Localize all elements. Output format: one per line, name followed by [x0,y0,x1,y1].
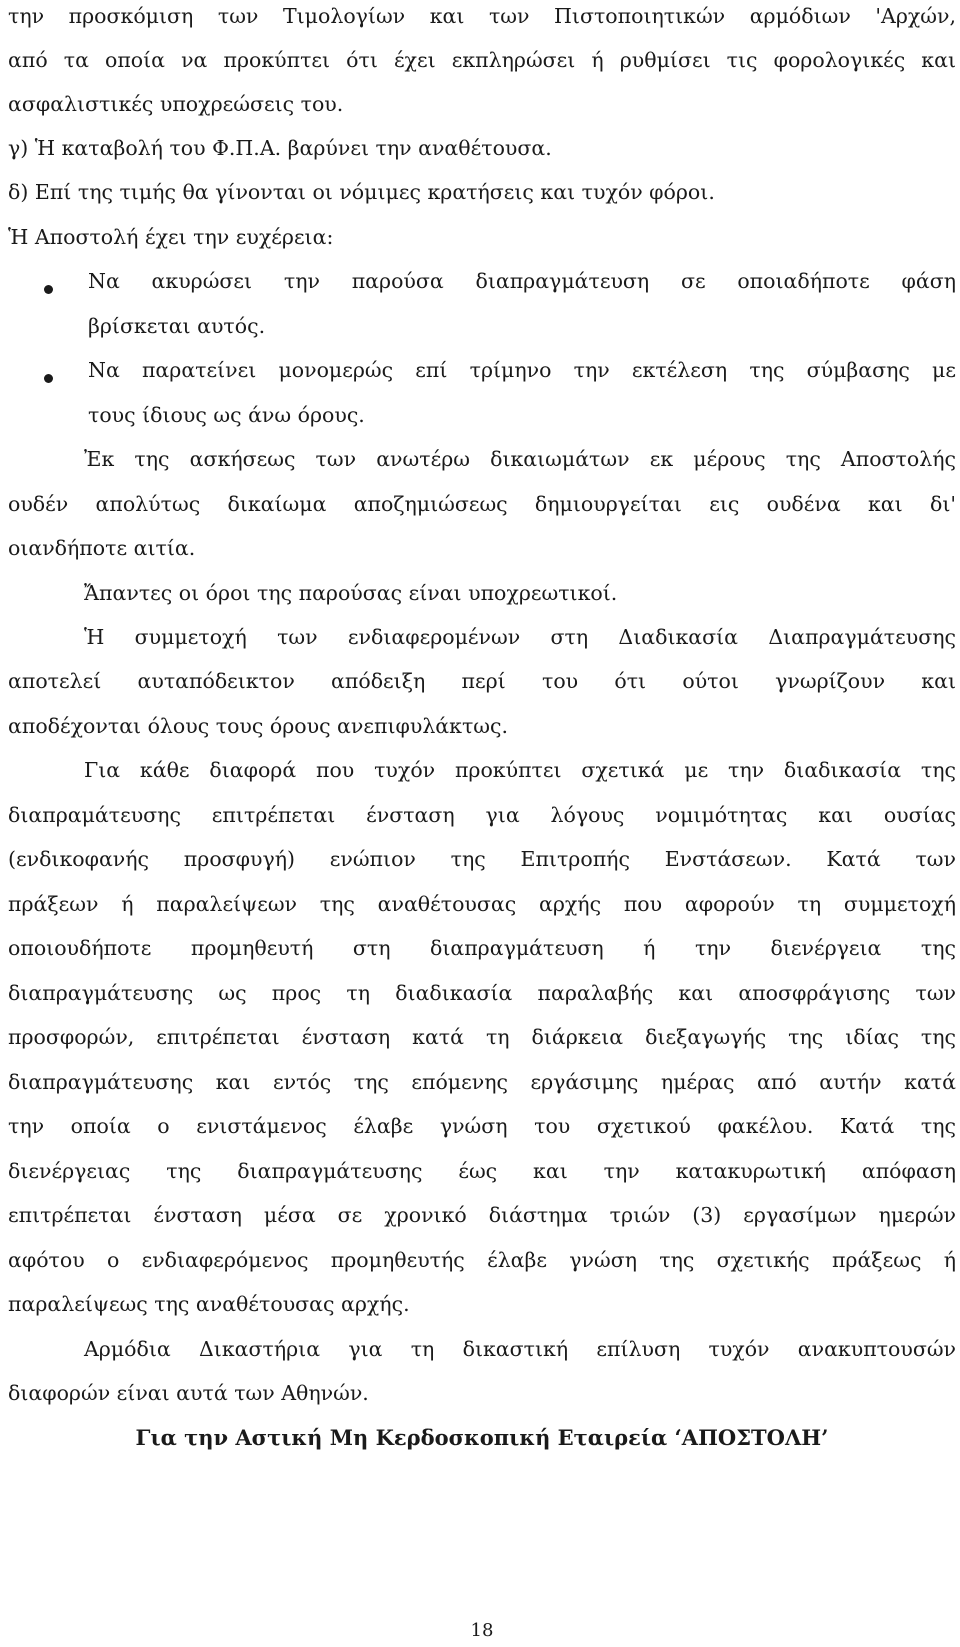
text-line: πράξεων ή παραλείψεων της αναθέτουσας αρχής που αφορούν τη συμμετοχή [8,892,956,916]
text-line: ουδέν απολύτως δικαίωμα αποζημιώσεως δημιουργείται εις ουδένα και δι' [8,492,956,516]
bullet-item-line: Να ακυρώσει την παρούσα διαπραγμάτευση σε οποιαδήποτε φάση [88,269,956,293]
text-line: διενέργειας της διαπραγμάτευσης έως και την κατακυρωτική απόφαση [8,1159,956,1183]
bullet-icon [44,374,53,383]
text-line: οποιουδήποτε προμηθευτή στη διαπραγμάτευση ή την διενέργεια της [8,936,956,960]
text-line: (ενδικοφανής προσφυγή) ενώπιον της Επιτροπής Ενστάσεων. Κατά των [8,847,956,871]
text-line: προσφορών, επιτρέπεται ένσταση κατά τη διάρκεια διεξαγωγής της ιδίας της [8,1025,956,1049]
text-line: Αρμόδια Δικαστήρια για τη δικαστική επίλυση τυχόν ανακυπτουσών [84,1337,956,1361]
text-line: διαφορών είναι αυτά των Αθηνών. [8,1381,369,1405]
bullet-item-line: τους ίδιους ως άνω όρους. [88,403,365,427]
bullet-item-line: βρίσκεται αυτός. [88,314,266,338]
text-line: την οποία ο ενιστάμενος έλαβε γνώση του σχετικού φακέλου. Κατά της [8,1114,956,1138]
document-page [8,0,956,1647]
text-line: οιανδήποτε αιτία. [8,536,196,560]
text-line: παραλείψεως της αναθέτουσας αρχής. [8,1292,410,1316]
text-line: αποτελεί αυταπόδεικτον απόδειξη περί του ότι ούτοι γνωρίζουν και [8,669,956,693]
text-line: δ) Επί της τιμής θα γίνονται οι νόμιμες κρατήσεις και τυχόν φόροι. [8,180,715,204]
text-line: αφότου ο ενδιαφερόμενος προμηθευτής έλαβε γνώση της σχετικής πράξεως ή [8,1248,956,1272]
text-line: την προσκόμιση των Τιμολογίων και των Πιστοποιητικών αρμόδιων 'Αρχών, [8,4,956,28]
text-line: διαπραγμάτευσης και εντός της επόμενης εργάσιμης ημέρας από αυτήν κατά [8,1070,956,1094]
text-line: ασφαλιστικές υποχρεώσεις του. [8,92,344,116]
text-line: Για κάθε διαφορά που τυχόν προκύπτει σχετικά με την διαδικασία της [84,758,956,782]
text-line: Ἐκ της ασκήσεως των ανωτέρω δικαιωμάτων εκ μέρους της Αποστολής [84,447,956,471]
bullet-item-line: Να παρατείνει μονομερώς επί τρίμηνο την εκτέλεση της σύμβασης με [88,358,956,382]
text-line: επιτρέπεται ένσταση μέσα σε χρονικό διάστημα τριών (3) εργασίμων ημερών [8,1203,956,1227]
text-line: γ) Ἡ καταβολή του Φ.Π.Α. βαρύνει την αναθέτουσα. [8,136,552,160]
text-line: Ἄπαντες οι όροι της παρούσας είναι υποχρεωτικοί. [84,581,618,605]
text-line: αποδέχονται όλους τους όρους ανεπιφυλάκτως. [8,714,509,738]
text-line: διαπραγμάτευσης ως προς τη διαδικασία παραλαβής και αποσφράγισης των [8,981,956,1005]
text-line: διαπραμάτευσης επιτρέπεται ένσταση για λόγους νομιμότητας και ουσίας [8,803,956,827]
bullet-icon [44,285,53,294]
text-line: Ἡ συμμετοχή των ενδιαφερομένων στη Διαδικασία Διαπραγμάτευσης [84,625,956,649]
page-number: 18 [470,1620,494,1641]
text-line: από τα οποία να προκύπτει ότι έχει εκπληρώσει ή ρυθμίσει τις φορολογικές και [8,48,956,72]
signature-line: Για την Αστική Μη Κερδοσκοπική Εταιρεία ‘ΑΠΟΣΤΟΛΗ’ [135,1425,829,1450]
text-line: Ἡ Αποστολή έχει την ευχέρεια: [8,225,334,249]
